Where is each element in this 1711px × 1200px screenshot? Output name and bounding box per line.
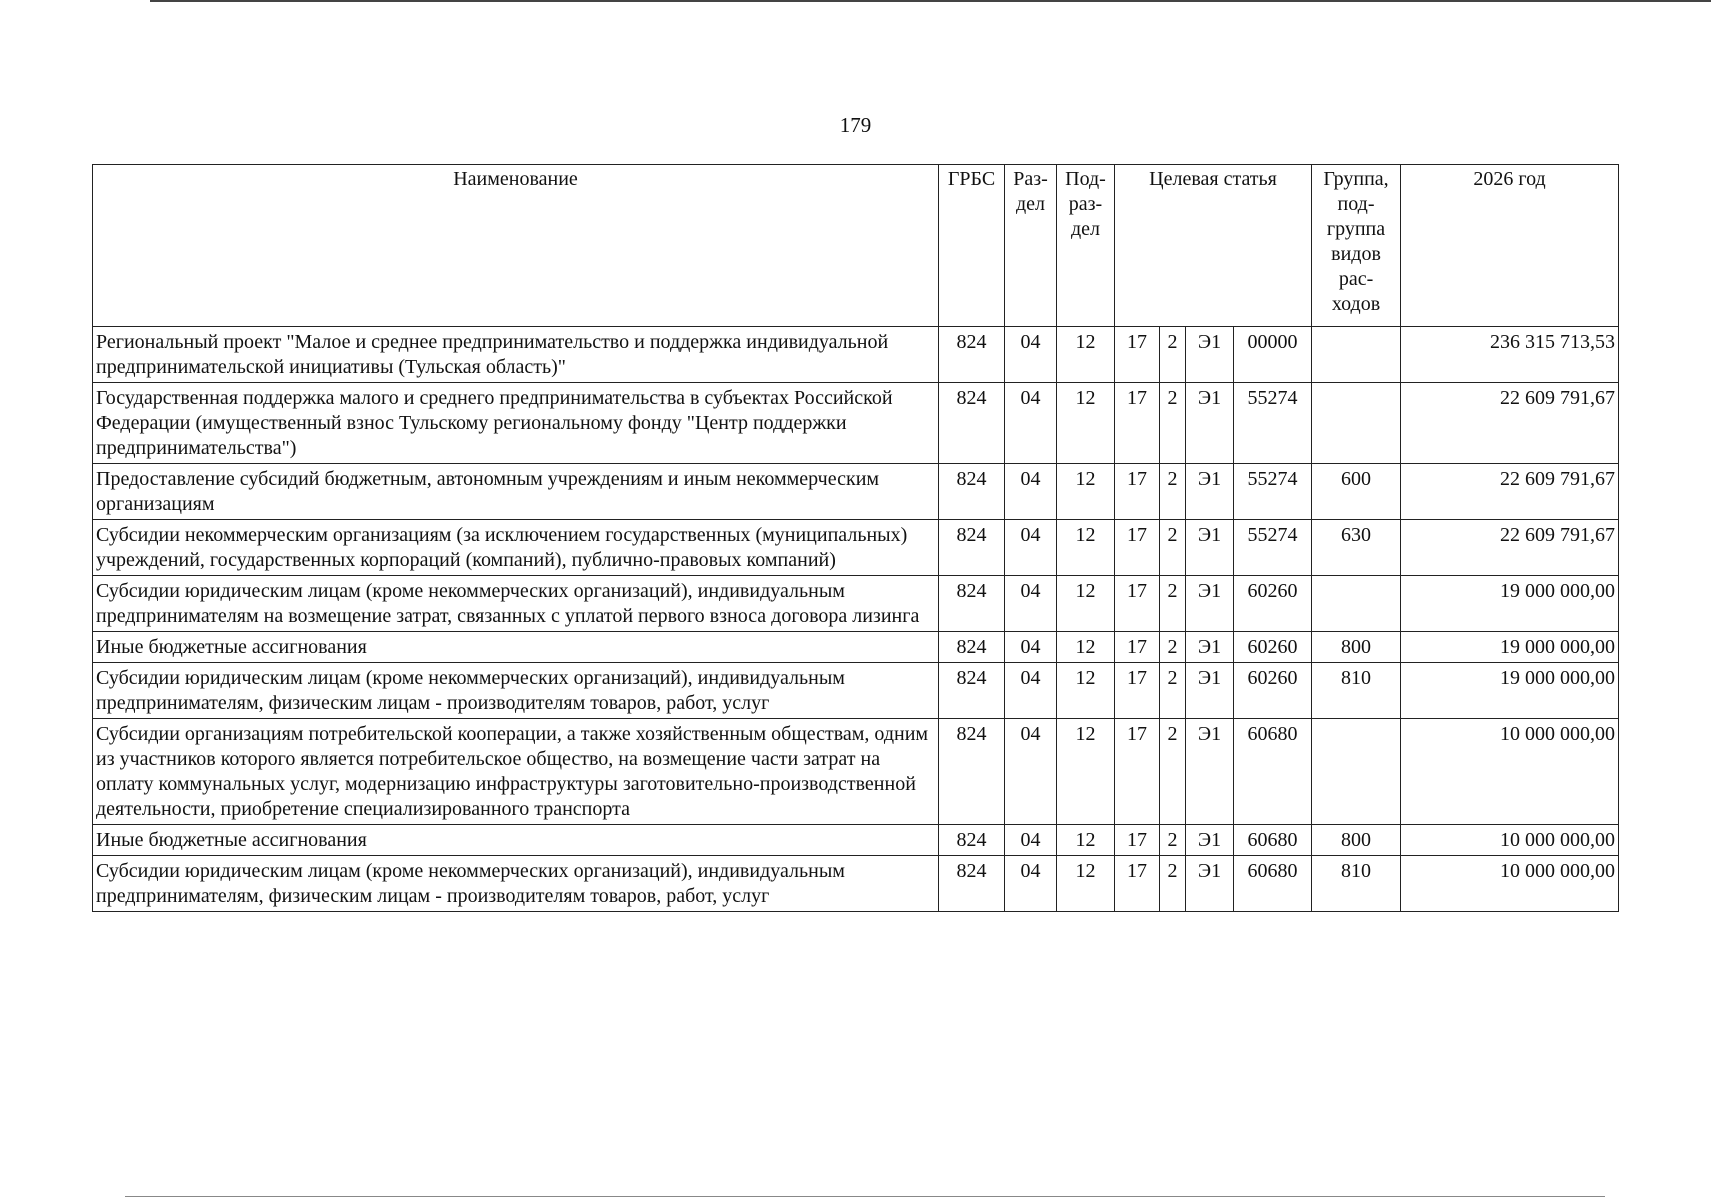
table-row [93, 520, 1619, 576]
header-podrazdel: Под- раз- дел [1057, 165, 1115, 327]
row-target-direction: 55274 [1234, 520, 1312, 576]
header-grbs: ГРБС [939, 165, 1005, 327]
row-target-direction: 60260 [1234, 632, 1312, 663]
row-razdel: 04 [1005, 464, 1057, 520]
table-row [93, 327, 1619, 383]
row-name: Иные бюджетные ассигнования [93, 632, 939, 663]
row-name: Иные бюджетные ассигнования [93, 825, 939, 856]
row-name: Субсидии организациям потребительской кооперации, а также хозяйственным обществам, одним из участников которого является потребительское общество, на возмещение части затрат на оплату коммунальных услуг, модернизацию инфраструктуры заготовительно-производственной деятельности, приобретение специализированного транспорта [93, 719, 939, 825]
row-podrazdel: 12 [1057, 520, 1115, 576]
row-amount-2026: 22 609 791,67 [1401, 520, 1619, 576]
row-razdel: 04 [1005, 632, 1057, 663]
row-target-project: Э1 [1186, 576, 1234, 632]
row-razdel: 04 [1005, 825, 1057, 856]
table-row [93, 383, 1619, 464]
row-expense-group [1312, 576, 1401, 632]
row-amount-2026: 19 000 000,00 [1401, 632, 1619, 663]
row-target-project: Э1 [1186, 856, 1234, 912]
row-target-direction: 55274 [1234, 464, 1312, 520]
row-name: Субсидии некоммерческим организациям (за исключением государственных (муниципальных) учреждений, государственных корпораций (компаний), публично-правовых компаний) [93, 520, 939, 576]
row-razdel: 04 [1005, 327, 1057, 383]
row-razdel: 04 [1005, 520, 1057, 576]
row-grbs: 824 [939, 520, 1005, 576]
row-expense-group: 810 [1312, 856, 1401, 912]
row-name: Субсидии юридическим лицам (кроме некоммерческих организаций), индивидуальным предпринимателям на возмещение затрат, связанных с уплатой первого взноса договора лизинга [93, 576, 939, 632]
row-target-project: Э1 [1186, 520, 1234, 576]
header-name: Наименование [93, 165, 939, 327]
row-target-project: Э1 [1186, 632, 1234, 663]
table-row [93, 576, 1619, 632]
row-target-program: 17 [1115, 632, 1160, 663]
row-target-type: 2 [1160, 825, 1186, 856]
table-body [93, 327, 1619, 912]
row-podrazdel: 12 [1057, 327, 1115, 383]
budget-table [92, 164, 1619, 912]
row-expense-group: 800 [1312, 632, 1401, 663]
row-target-type: 2 [1160, 520, 1186, 576]
row-amount-2026: 10 000 000,00 [1401, 825, 1619, 856]
row-name: Государственная поддержка малого и среднего предпринимательства в субъектах Российской Федерации (имущественный взнос Тульскому региональному фонду "Центр поддержки предпринимательства") [93, 383, 939, 464]
row-target-type: 2 [1160, 632, 1186, 663]
row-grbs: 824 [939, 383, 1005, 464]
row-target-type: 2 [1160, 327, 1186, 383]
row-podrazdel: 12 [1057, 576, 1115, 632]
row-podrazdel: 12 [1057, 464, 1115, 520]
row-target-project: Э1 [1186, 719, 1234, 825]
row-grbs: 824 [939, 464, 1005, 520]
row-expense-group [1312, 383, 1401, 464]
row-amount-2026: 19 000 000,00 [1401, 663, 1619, 719]
row-grbs: 824 [939, 856, 1005, 912]
header-target-article: Целевая статья [1115, 165, 1312, 327]
row-target-project: Э1 [1186, 327, 1234, 383]
row-target-type: 2 [1160, 663, 1186, 719]
row-amount-2026: 22 609 791,67 [1401, 464, 1619, 520]
row-target-program: 17 [1115, 383, 1160, 464]
row-target-type: 2 [1160, 856, 1186, 912]
header-razdel: Раз- дел [1005, 165, 1057, 327]
row-name: Субсидии юридическим лицам (кроме некоммерческих организаций), индивидуальным предпринимателям, физическим лицам - производителям товаров, работ, услуг [93, 663, 939, 719]
table-row [93, 825, 1619, 856]
row-razdel: 04 [1005, 663, 1057, 719]
scan-bottom-edge [125, 1196, 1605, 1197]
row-name: Субсидии юридическим лицам (кроме некоммерческих организаций), индивидуальным предпринимателям, физическим лицам - производителям товаров, работ, услуг [93, 856, 939, 912]
row-razdel: 04 [1005, 576, 1057, 632]
row-target-program: 17 [1115, 856, 1160, 912]
row-target-program: 17 [1115, 825, 1160, 856]
row-expense-group [1312, 719, 1401, 825]
table-row [93, 719, 1619, 825]
row-target-program: 17 [1115, 663, 1160, 719]
row-target-program: 17 [1115, 576, 1160, 632]
table-header-row [93, 165, 1619, 327]
header-expense-group: Группа, под- группа видов рас- ходов [1312, 165, 1401, 327]
row-amount-2026: 22 609 791,67 [1401, 383, 1619, 464]
row-podrazdel: 12 [1057, 663, 1115, 719]
row-name: Региональный проект "Малое и среднее предпринимательство и поддержка индивидуальной предпринимательской инициативы (Тульская область)" [93, 327, 939, 383]
row-razdel: 04 [1005, 856, 1057, 912]
row-amount-2026: 10 000 000,00 [1401, 856, 1619, 912]
row-expense-group: 810 [1312, 663, 1401, 719]
row-podrazdel: 12 [1057, 632, 1115, 663]
row-target-direction: 60260 [1234, 663, 1312, 719]
row-expense-group: 600 [1312, 464, 1401, 520]
row-expense-group [1312, 327, 1401, 383]
row-target-program: 17 [1115, 464, 1160, 520]
row-grbs: 824 [939, 576, 1005, 632]
row-grbs: 824 [939, 663, 1005, 719]
row-amount-2026: 236 315 713,53 [1401, 327, 1619, 383]
row-target-type: 2 [1160, 383, 1186, 464]
table-row [93, 632, 1619, 663]
row-target-project: Э1 [1186, 825, 1234, 856]
row-target-direction: 60680 [1234, 825, 1312, 856]
table-row [93, 663, 1619, 719]
row-razdel: 04 [1005, 719, 1057, 825]
header-year-2026: 2026 год [1401, 165, 1619, 327]
row-target-type: 2 [1160, 464, 1186, 520]
row-razdel: 04 [1005, 383, 1057, 464]
row-podrazdel: 12 [1057, 383, 1115, 464]
row-amount-2026: 19 000 000,00 [1401, 576, 1619, 632]
row-name: Предоставление субсидий бюджетным, автономным учреждениям и иным некоммерческим организациям [93, 464, 939, 520]
row-target-direction: 60680 [1234, 719, 1312, 825]
row-podrazdel: 12 [1057, 825, 1115, 856]
row-target-program: 17 [1115, 719, 1160, 825]
row-target-program: 17 [1115, 520, 1160, 576]
row-target-type: 2 [1160, 576, 1186, 632]
row-grbs: 824 [939, 632, 1005, 663]
table-row [93, 464, 1619, 520]
row-expense-group: 630 [1312, 520, 1401, 576]
row-target-type: 2 [1160, 719, 1186, 825]
row-podrazdel: 12 [1057, 719, 1115, 825]
row-grbs: 824 [939, 719, 1005, 825]
row-target-direction: 60680 [1234, 856, 1312, 912]
scan-top-edge [150, 0, 1711, 2]
row-target-direction: 55274 [1234, 383, 1312, 464]
row-target-project: Э1 [1186, 383, 1234, 464]
row-grbs: 824 [939, 327, 1005, 383]
row-target-project: Э1 [1186, 464, 1234, 520]
row-target-direction: 00000 [1234, 327, 1312, 383]
row-podrazdel: 12 [1057, 856, 1115, 912]
row-expense-group: 800 [1312, 825, 1401, 856]
row-target-program: 17 [1115, 327, 1160, 383]
row-target-project: Э1 [1186, 663, 1234, 719]
table-row [93, 856, 1619, 912]
row-target-direction: 60260 [1234, 576, 1312, 632]
row-amount-2026: 10 000 000,00 [1401, 719, 1619, 825]
page-number: 179 [839, 113, 872, 137]
row-grbs: 824 [939, 825, 1005, 856]
